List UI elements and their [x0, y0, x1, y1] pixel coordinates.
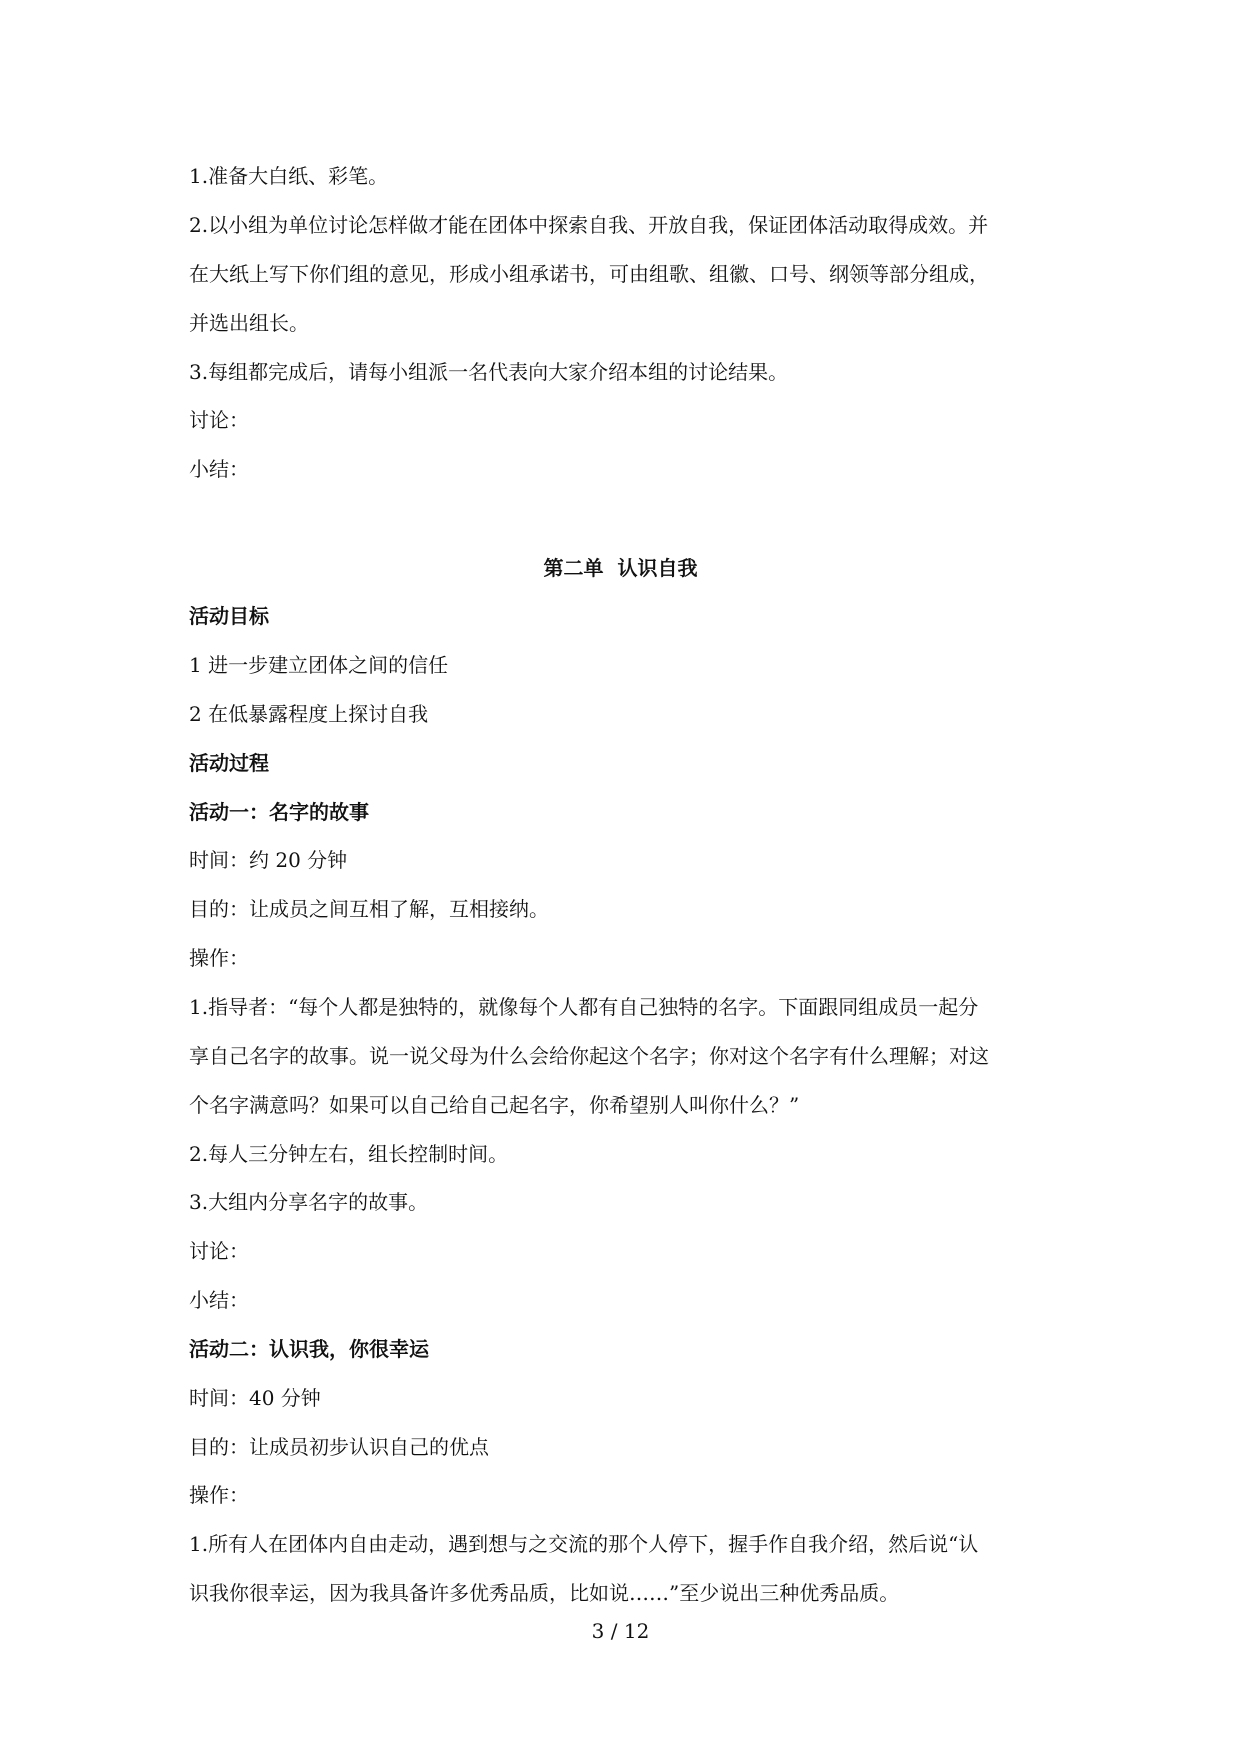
process-heading: 活动过程	[189, 751, 269, 775]
activity-1-title: 活动一：名字的故事	[189, 800, 369, 824]
step-3: 3.每组都完成后，请每小组派一名代表向大家介绍本组的讨论结果。	[189, 360, 789, 384]
step-2-line-3: 并选出组长。	[189, 311, 309, 335]
activity-1-step-3: 3.大组内分享名字的故事。	[189, 1190, 429, 1214]
summary-label: 小结：	[189, 457, 249, 481]
activity-1-step-1-line-3: 个名字满意吗？如果可以自己给自己起名字，你希望别人叫你什么？”	[189, 1093, 800, 1117]
step-1: 1.准备大白纸、彩笔。	[189, 164, 389, 188]
activity-2-purpose: 目的：让成员初步认识自己的优点	[189, 1435, 489, 1459]
activity-2-title: 活动二：认识我，你很幸运	[189, 1337, 429, 1361]
activity-2-step-1-line-1: 1.所有人在团体内自由走动，遇到想与之交流的那个人停下，握手作自我介绍，然后说“认	[189, 1532, 979, 1556]
activity-1-step-1-line-2: 享自己名字的故事。说一说父母为什么会给你起这个名字；你对这个名字有什么理解；对这	[189, 1044, 989, 1068]
activity-2-operation: 操作：	[189, 1483, 249, 1507]
page-number: 3 / 12	[591, 1619, 650, 1643]
activity-1-step-1-line-1: 1.指导者：“每个人都是独特的，就像每个人都有自己独特的名字。下面跟同组成员一起分	[189, 995, 979, 1019]
activity-1-step-2: 2.每人三分钟左右，组长控制时间。	[189, 1142, 509, 1166]
step-2-line-2: 在大纸上写下你们组的意见，形成小组承诺书，可由组歌、组徽、口号、纲领等部分组成，	[189, 262, 989, 286]
goal-2: 2 在低暴露程度上探讨自我	[189, 702, 429, 726]
goals-heading: 活动目标	[189, 604, 269, 628]
activity-2-time: 时间：40 分钟	[189, 1386, 321, 1410]
unit-title: 第二单 认识自我	[543, 556, 698, 580]
step-2-line-1: 2.以小组为单位讨论怎样做才能在团体中探索自我、开放自我，保证团体活动取得成效。并	[189, 213, 989, 237]
goal-1: 1 进一步建立团体之间的信任	[189, 653, 449, 677]
activity-1-operation: 操作：	[189, 946, 249, 970]
activity-1-summary: 小结：	[189, 1288, 249, 1312]
activity-1-discussion: 讨论：	[189, 1239, 249, 1263]
activity-1-purpose: 目的：让成员之间互相了解，互相接纳。	[189, 897, 549, 921]
activity-2-step-1-line-2: 识我你很幸运，因为我具备许多优秀品质，比如说……”至少说出三种优秀品质。	[189, 1581, 900, 1605]
discussion-label: 讨论：	[189, 408, 249, 432]
activity-1-time: 时间：约 20 分钟	[189, 848, 348, 872]
